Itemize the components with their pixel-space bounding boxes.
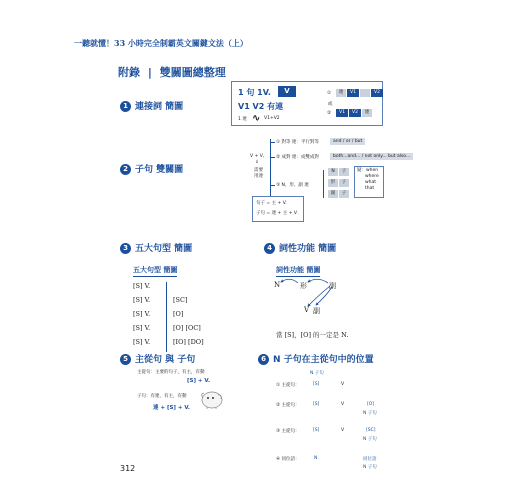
sec4-xing: 形 bbox=[300, 282, 307, 290]
sec4-n: N bbox=[274, 281, 281, 289]
sec2-fu: 副 bbox=[328, 190, 338, 198]
sec1-heading bbox=[120, 99, 183, 112]
sheep-icon bbox=[200, 388, 224, 410]
sec5-heading bbox=[120, 352, 195, 365]
sec5-formula2-conn: 連 bbox=[153, 405, 159, 411]
sec4-subtitle: 詞性功能 簡圖 bbox=[276, 265, 320, 277]
sec6-row4-a: N bbox=[314, 456, 318, 461]
sec4-fu2: 副 bbox=[313, 307, 320, 315]
sec4-arrows bbox=[272, 276, 342, 310]
sec1-or: 或 bbox=[328, 102, 333, 107]
sec2-formula-box bbox=[252, 196, 304, 222]
sec3-s: [S] bbox=[133, 310, 143, 318]
sec2-row1-box: and / or / but bbox=[330, 138, 365, 145]
sec3-v: V. bbox=[144, 282, 151, 290]
sec3-o: [SC] bbox=[173, 296, 188, 304]
sec3-v: V. bbox=[144, 310, 151, 318]
sec6-row3-c: [SC] bbox=[366, 428, 376, 433]
sec3-s: [S] bbox=[133, 324, 143, 332]
sec6-row3-a: [S] bbox=[313, 428, 320, 433]
sec2-left-mid: 需要 bbox=[254, 168, 263, 173]
sec3-table bbox=[133, 282, 233, 352]
sec1-number: 1 bbox=[120, 101, 131, 112]
sec3-row bbox=[133, 338, 233, 352]
sec5-line1: 主從句：主要的句子，有主，有動 bbox=[137, 370, 205, 375]
page-number: 312 bbox=[120, 464, 136, 473]
sec4-heading bbox=[264, 241, 336, 254]
sec5-line2: 子句：有連，有主，有動 bbox=[137, 394, 187, 399]
sec6-number: 6 bbox=[258, 354, 269, 365]
sec2-rel-2: what bbox=[365, 180, 377, 185]
sec6-row4-label: ④ 同位語： bbox=[276, 457, 300, 462]
sec1-title: 連接詞 簡圖 bbox=[135, 102, 184, 112]
sec1-option1: ① bbox=[327, 91, 332, 96]
sec2-rel-1: where bbox=[365, 174, 379, 179]
page-title: 附錄 | 雙關圖總整理 bbox=[118, 66, 226, 79]
sec2-rel-box bbox=[354, 166, 384, 198]
sec2-left-bot: 用連 bbox=[254, 174, 263, 179]
sec2-rel-3: that bbox=[365, 186, 375, 191]
sec1-cell-v2b: V2 bbox=[349, 109, 361, 117]
sec2-n: N bbox=[328, 168, 338, 176]
sec4-number: 4 bbox=[264, 243, 275, 254]
sec3-row bbox=[133, 296, 233, 310]
page-title-prefix: 附錄 bbox=[118, 66, 140, 79]
sec2-zi1: 子 bbox=[339, 168, 349, 176]
sec6-row2-b: V bbox=[341, 402, 345, 407]
sec2-zi2: 子 bbox=[339, 179, 349, 187]
sec6-row1-b: V bbox=[341, 382, 345, 387]
sec6-row3-note: N 子句 bbox=[363, 437, 377, 442]
sec2-bracket bbox=[270, 139, 271, 202]
sec6-title: N 子句在主從句中的位置 bbox=[273, 355, 374, 365]
sec6-row4-c: 同位語 bbox=[363, 457, 377, 462]
sec2-row2-label: ② 成對 連：成雙成對 bbox=[276, 155, 319, 160]
sec2-number: 2 bbox=[120, 164, 131, 175]
sec5-title: 主從句 與 子句 bbox=[135, 355, 196, 365]
sec5-formula2-rest: + [S] + V. bbox=[160, 405, 191, 411]
sec1-line1: 1 句 1V. bbox=[238, 88, 271, 97]
sec2-heading bbox=[120, 162, 183, 175]
sec5-number: 5 bbox=[120, 354, 131, 365]
page-title-text: 雙關圖總整理 bbox=[159, 66, 226, 79]
sec2-formula1: 句子 = 主 + V. bbox=[256, 201, 287, 206]
sec4-fu: 副 bbox=[329, 282, 336, 290]
sec2-row3-label: ③ N、形、副 連 bbox=[276, 183, 309, 188]
sec6-row1-label: ① 主從句： bbox=[276, 383, 300, 388]
sec4-arrow-xing-n bbox=[281, 279, 298, 283]
sec1-line2: V1 V2 有連 bbox=[238, 102, 284, 111]
sec2-row1-label: ① 對等 連：平行對等 bbox=[276, 140, 319, 145]
sec1-conn-label: 1 連 bbox=[238, 117, 247, 122]
sec3-s: [S] bbox=[133, 282, 143, 290]
sec2-xing: 形 bbox=[328, 179, 338, 187]
sec3-v: V. bbox=[144, 324, 151, 332]
sec3-o: [O] [OC] bbox=[173, 324, 201, 332]
sec3-title: 五大句型 簡圖 bbox=[135, 244, 193, 254]
sec1-cell-v1b: V1 bbox=[336, 109, 348, 117]
sec3-o: [IO] [DO] bbox=[173, 338, 204, 346]
sec4-v: V bbox=[304, 306, 310, 314]
sec2-tick2 bbox=[270, 157, 275, 158]
sec3-subtitle: 五大句型 簡圖 bbox=[133, 265, 177, 277]
sec6-head: N 子句 bbox=[310, 371, 324, 376]
sec1-diagram bbox=[231, 81, 383, 126]
sec6-row2-a: [S] bbox=[313, 402, 320, 407]
sec3-row bbox=[133, 310, 233, 324]
sec1-cell-v2: V2 bbox=[371, 89, 383, 97]
sec1-cell-a: 連 bbox=[336, 89, 346, 97]
sec3-number: 3 bbox=[120, 243, 131, 254]
sec6-row1-a: [S] bbox=[313, 382, 320, 387]
sec1-option2: ② bbox=[327, 111, 332, 116]
sec1-cell-c: 連 bbox=[362, 109, 372, 117]
sec4-arrow-fu-v bbox=[308, 286, 330, 306]
header-title: 一聽就懂！33 小時完全制霸英文關鍵文法（上） bbox=[74, 38, 248, 48]
sec2-zi3: 子 bbox=[339, 190, 349, 198]
sec1-tilde-icon: ∿ bbox=[252, 113, 261, 124]
sec1-cell-v1a: V1 bbox=[347, 89, 359, 97]
sec3-o: [O] bbox=[173, 310, 184, 318]
sec3-row bbox=[133, 282, 233, 296]
sec2-tick1 bbox=[270, 142, 275, 143]
sec3-v: V. bbox=[144, 296, 151, 304]
sec6-row3-b: V bbox=[341, 428, 345, 433]
sec2-formula2: 子句 = 連 + 主 + V. bbox=[256, 211, 298, 216]
sec1-v-box: V bbox=[278, 86, 296, 97]
sec3-heading bbox=[120, 241, 192, 254]
sec1-formula: V1+V2 bbox=[264, 116, 280, 121]
sec1-cell-b bbox=[360, 89, 370, 97]
sec6-row3-label: ③ 主從句： bbox=[276, 429, 300, 434]
sec6-row2-label: ② 主從句： bbox=[276, 403, 300, 408]
sec2-arrow-icon: ⇓ bbox=[255, 160, 259, 165]
sec5-formula1: [S] + V. bbox=[187, 378, 211, 384]
sec4-arrow-fu-xing bbox=[308, 279, 328, 283]
sec6-row4-note: N 子句 bbox=[363, 465, 377, 470]
sec2-left-top: V + V, bbox=[250, 154, 265, 159]
sec3-s: [S] bbox=[133, 338, 143, 346]
sec2-row2-box: both...and... / not only... but also... bbox=[330, 153, 413, 160]
sec6-row2-note: N 子句 bbox=[363, 411, 377, 416]
sec2-rel-0: 疑：when bbox=[357, 168, 379, 173]
sec2-tick3 bbox=[270, 185, 275, 186]
sec4-title: 詞性功能 簡圖 bbox=[279, 244, 337, 254]
sec3-v: V. bbox=[144, 338, 151, 346]
sec5-formula2 bbox=[153, 403, 190, 411]
sec6-row2-c: [O] bbox=[367, 402, 375, 407]
sec2-bracket2 bbox=[323, 170, 324, 198]
sec6-heading bbox=[258, 352, 374, 365]
sec3-s: [S] bbox=[133, 296, 143, 304]
sec3-row bbox=[133, 324, 233, 338]
sec4-note: 當 [S]，[O] 的一定是 N. bbox=[276, 331, 349, 339]
sec2-title: 子句 雙關圖 bbox=[135, 165, 184, 175]
